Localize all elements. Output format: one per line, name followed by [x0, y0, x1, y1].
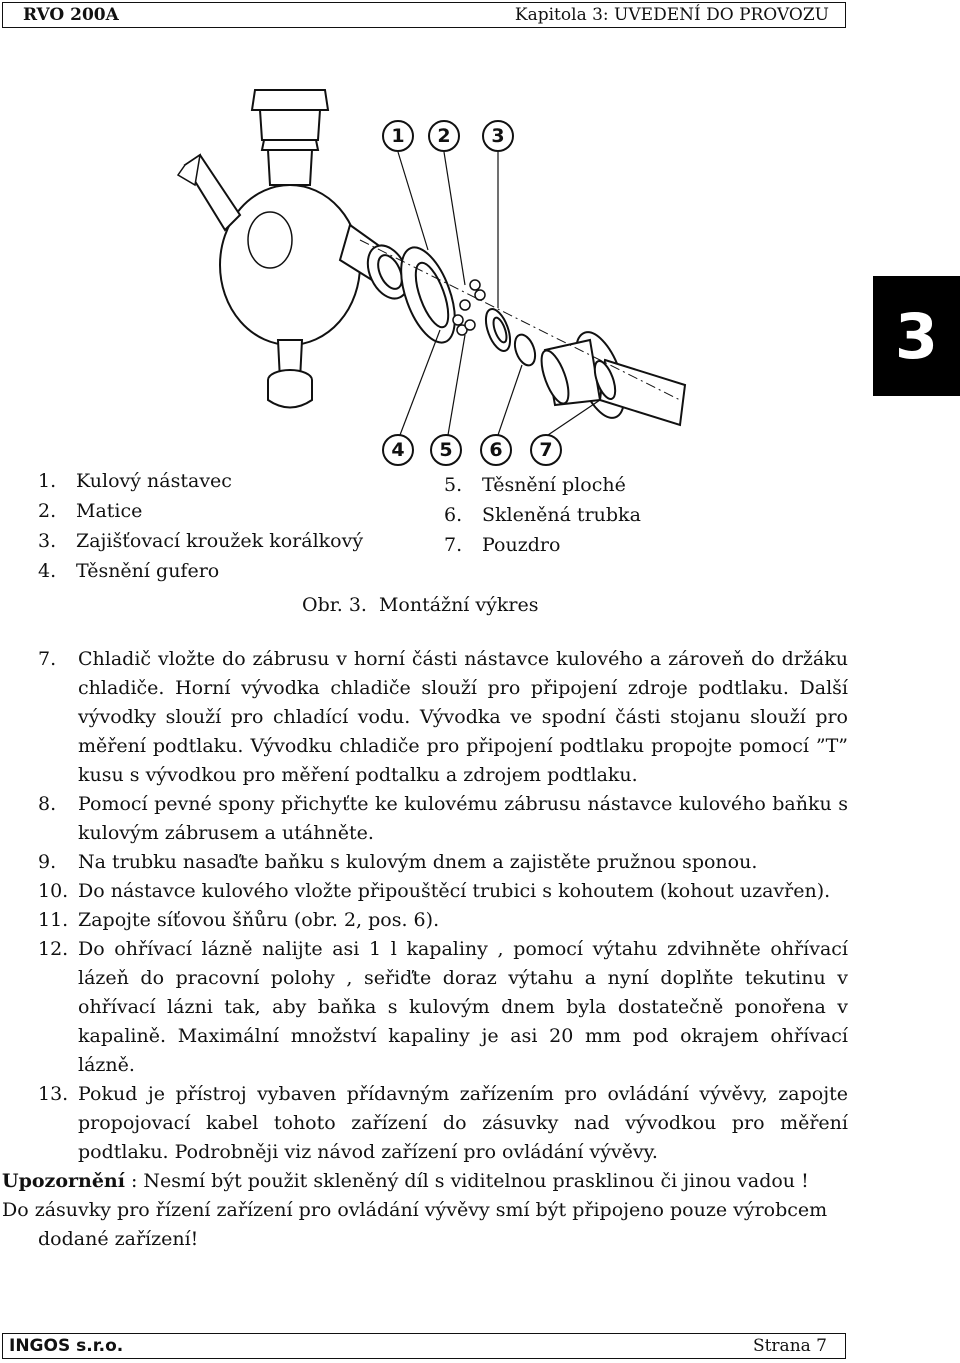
chapter-tab: 3 — [873, 276, 960, 396]
chapter-title: Kapitola 3: UVEDENÍ DO PROVOZU — [514, 5, 829, 25]
legend-item: 7. Pouzdro — [444, 534, 561, 556]
callout-1: 1 — [382, 120, 414, 152]
legend-left — [38, 466, 363, 586]
callout-6: 6 — [480, 434, 512, 466]
instructions — [0, 645, 960, 1254]
callout-7: 7 — [530, 434, 562, 466]
legend-item: 5. Těsnění ploché — [444, 474, 626, 496]
callout-5: 5 — [430, 434, 462, 466]
warning-notice: Upozornění : Nesmí být použit skleněný díl s viditelnou prasklinou či jinou vadou ! — [2, 1170, 809, 1192]
page-number: Strana 7 — [752, 1336, 827, 1356]
step-11: 11. Zapojte síťovou šňůru (obr. 2, pos. 6). — [38, 909, 440, 931]
device-notice: Do zásuvky pro řízení zařízení pro ovládání vývěvy smí být připojeno pouze výrobcem dodané zařízení! — [2, 1199, 828, 1250]
company-name: INGOS s.r.o. — [9, 1336, 124, 1356]
callout-4: 4 — [382, 434, 414, 466]
page-header — [2, 2, 846, 28]
step-10: 10. Do nástavce kulového vložte připouštěcí trubici s kohoutem (kohout uzavřen). — [38, 880, 831, 902]
manual-title: RVO 200A — [23, 5, 119, 25]
step-7: 7. Chladič vložte do zábrusu v horní části nástavce kulového a zároveň do držáku chladiče. Horní vývodka chladiče slouží pro připojení zdroje podtlaku. Další vývodky slouží pro chladící vodu. Vývodka ve spodní části stojanu slouží pro měření podtlaku. Vývodku chladiče pro připojení podtlaku propojte pomocí ”T” kusu s vývodkou pro měření podtalku a zdrojem podtlaku. — [38, 648, 848, 786]
legend-item: 3. Zajišťovací kroužek korálkový — [38, 530, 364, 552]
step-12: 12. Do ohřívací lázně nalijte asi 1 l kapaliny , pomocí výtahu zdvihněte ohřívací lázeň do pracovní polohy , seřiďte doraz výtahu a nyní doplňte tekutinu v ohřívací lázni tak, aby baňka s kulovým dnem byla dostatečně ponořena v kapalině. Maximální množství kapaliny je asi 20 mm pod okrajem ohřívací lázně. — [38, 938, 848, 1076]
step-13: 13. Pokud je přístroj vybaven přídavným zařízením pro ovládání vývěvy, zapojte propojovací kabel tohoto zařízení do zásuvky nad vývodkou pro měření podtlaku. Podrobněji viz návod zařízení pro ovládání vývěvy. — [38, 1083, 848, 1163]
legend-item: 4. Těsnění gufero — [38, 560, 220, 582]
page-footer — [2, 1333, 846, 1359]
legend-item: 6. Skleněná trubka — [444, 504, 641, 526]
step-9: 9. Na trubku nasaďte baňku s kulovým dnem a zajistěte pružnou sponou. — [38, 851, 758, 873]
legend-item: 2. Matice — [38, 500, 143, 522]
step-8: 8. Pomocí pevné spony přichyťte ke kulovému zábrusu nástavce kulového baňku s kulovým zábrusem a utáhněte. — [38, 793, 848, 844]
legend-right — [444, 470, 641, 560]
callout-3: 3 — [482, 120, 514, 152]
callout-2: 2 — [428, 120, 460, 152]
warning-label: Upozornění — [2, 1170, 125, 1192]
figure-caption: Obr. 3. Montážní výkres — [302, 594, 539, 616]
legend-item: 1. Kulový nástavec — [38, 470, 232, 492]
